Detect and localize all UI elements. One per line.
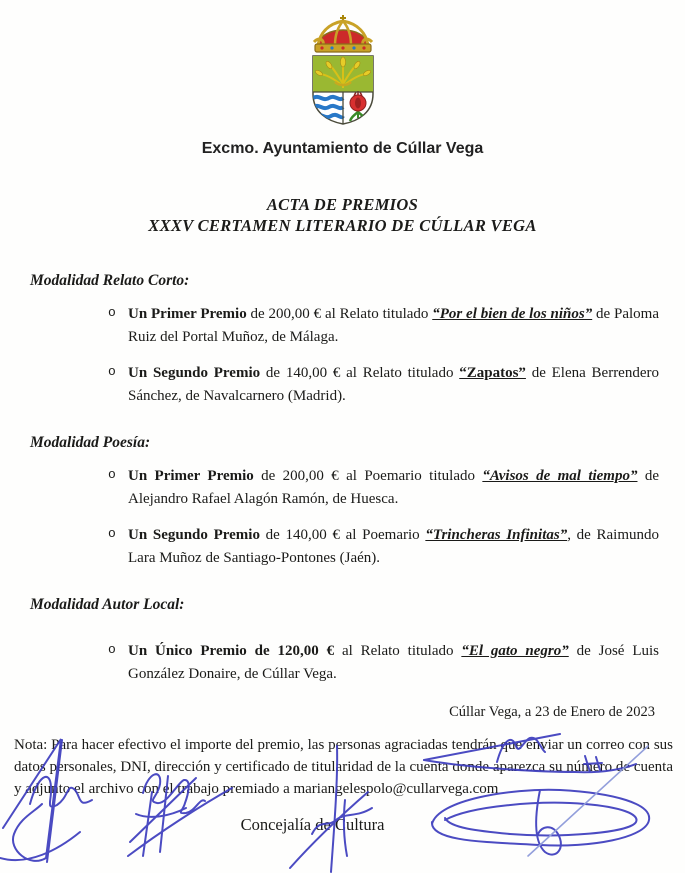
prize-text: Un Primer Premio de 200,00 € al Relato titulado “Por el bien de los niños” de Paloma Ruiz del Portal Muñoz, de Málaga. — [128, 306, 660, 345]
shield — [313, 56, 373, 124]
doc-title-line2: XXXV CERTAMEN LITERARIO DE CÚLLAR VEGA — [148, 216, 537, 235]
prize-item — [108, 640, 659, 686]
crown — [314, 15, 372, 52]
sections — [0, 272, 685, 686]
dateline: Cúllar Vega, a 23 de Enero de 2023 — [449, 704, 655, 720]
prize-label: Un Único Premio de 120,00 € — [128, 643, 335, 659]
prize-item — [108, 524, 659, 570]
prize-text: Un Segundo Premio de 140,00 € al Relato titulado “Zapatos” de Elena Berrendero Sánchez, de Navalcarnero (Madrid). — [128, 365, 659, 404]
section-2 — [0, 434, 685, 570]
prize-text: Un Único Premio de 120,00 € al Relato titulado “El gato negro” de José Luis González Donaire, de Cúllar Vega. — [128, 643, 659, 682]
work-title: “Zapatos” — [459, 365, 526, 381]
work-title: “El gato negro” — [461, 643, 569, 659]
prize-label: Un Segundo Premio — [128, 527, 260, 543]
prize-label: Un Segundo Premio — [128, 365, 261, 381]
bullet-marker: o — [108, 467, 116, 482]
doc-title-line1: ACTA DE PREMIOS — [266, 195, 419, 214]
section-heading: Modalidad Relato Corto: — [30, 272, 190, 289]
bullet-marker: o — [108, 526, 116, 541]
work-title: “Avisos de mal tiempo” — [482, 468, 638, 484]
prize-label: Un Primer Premio — [128, 306, 247, 322]
section-1 — [0, 272, 685, 408]
signature-label: Concejalía de Cultura — [240, 815, 385, 834]
bullet-marker: o — [108, 364, 116, 379]
crest-container — [0, 0, 685, 126]
section-heading: Modalidad Autor Local: — [30, 596, 185, 613]
work-title: “Por el bien de los niños” — [432, 306, 593, 322]
bullet-marker: o — [108, 305, 116, 320]
prize-item — [108, 362, 659, 408]
doc-title — [0, 194, 685, 236]
bullet-marker: o — [108, 642, 116, 657]
work-title: “Trincheras Infinitas” — [425, 527, 568, 543]
section-heading: Modalidad Poesía: — [30, 434, 151, 451]
prize-label: Un Primer Premio — [128, 468, 254, 484]
note-paragraph: Nota: Para hacer efectivo el importe del premio, las personas agraciadas tendrán que enviar un correo con sus datos personales, DNI, dirección y certificado de titularidad de la cuenta donde aparezca su número de cuenta y adjunto el archivo con el trabajo premiado a mariangelespolo@cullarvega.com — [14, 737, 673, 797]
section-3 — [0, 596, 685, 686]
prize-text: Un Segundo Premio de 140,00 € al Poemario “Trincheras Infinitas”, de Raimundo Lara Muñoz de Santiago-Pontones (Jaén). — [128, 527, 659, 566]
prize-item — [108, 303, 659, 349]
org-name: Excmo. Ayuntamiento de Cúllar Vega — [201, 140, 484, 157]
coat-of-arms-icon — [295, 12, 391, 126]
prize-text: Un Primer Premio de 200,00 € al Poemario titulado “Avisos de mal tiempo” de Alejandro Rafael Alagón Ramón, de Huesca. — [128, 468, 659, 507]
prize-item — [108, 465, 659, 511]
